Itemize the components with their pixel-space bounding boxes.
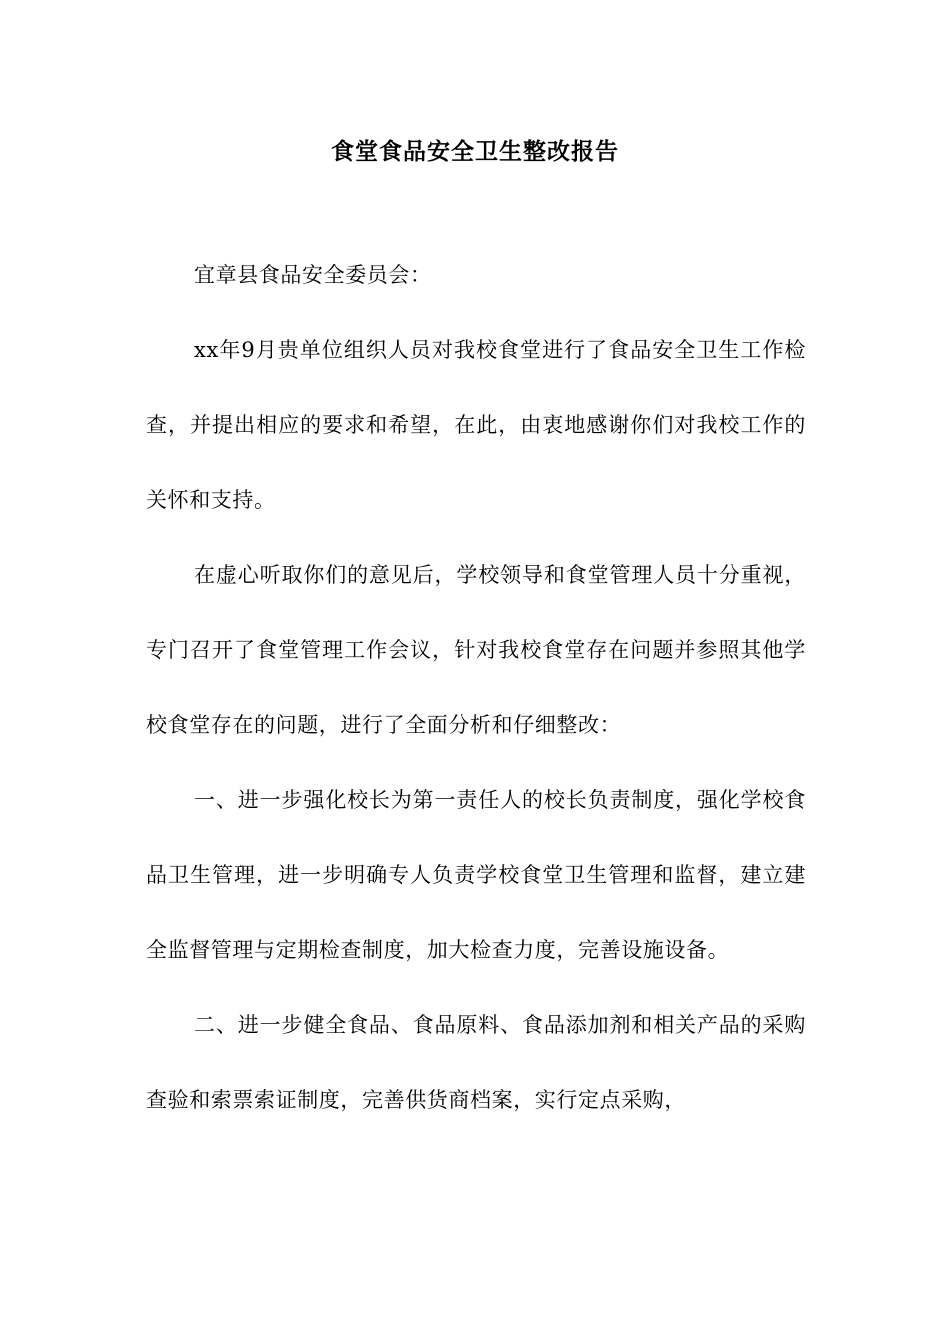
document-body [146, 238, 806, 1138]
paragraph-3: 一、进一步强化校长为第一责任人的校长负责制度，强化学校食品卫生管理，进一步明确专人负责学校食堂卫生管理和监督，建立建全监督管理与定期检查制度，加大检查力度，完善设施设备。 [146, 788, 806, 962]
paragraph-1: xx年9月贵单位组织人员对我校食堂进行了食品安全卫生工作检查，并提出相应的要求和希望，在此，由衷地感谢你们对我校工作的关怀和支持。 [146, 338, 806, 512]
salutation: 宜章县食品安全委员会： [194, 263, 432, 287]
paragraph-4: 二、进一步健全食品、食品原料、食品添加剂和相关产品的采购查验和索票索证制度，完善供货商档案，实行定点采购， [146, 1013, 806, 1112]
paragraph-2: 在虚心听取你们的意见后，学校领导和食堂管理人员十分重视，专门召开了食堂管理工作会议，针对我校食堂存在问题并参照其他学校食堂存在的问题，进行了全面分析和仔细整改： [146, 563, 806, 737]
document-title: 食堂食品安全卫生整改报告 [331, 139, 619, 165]
